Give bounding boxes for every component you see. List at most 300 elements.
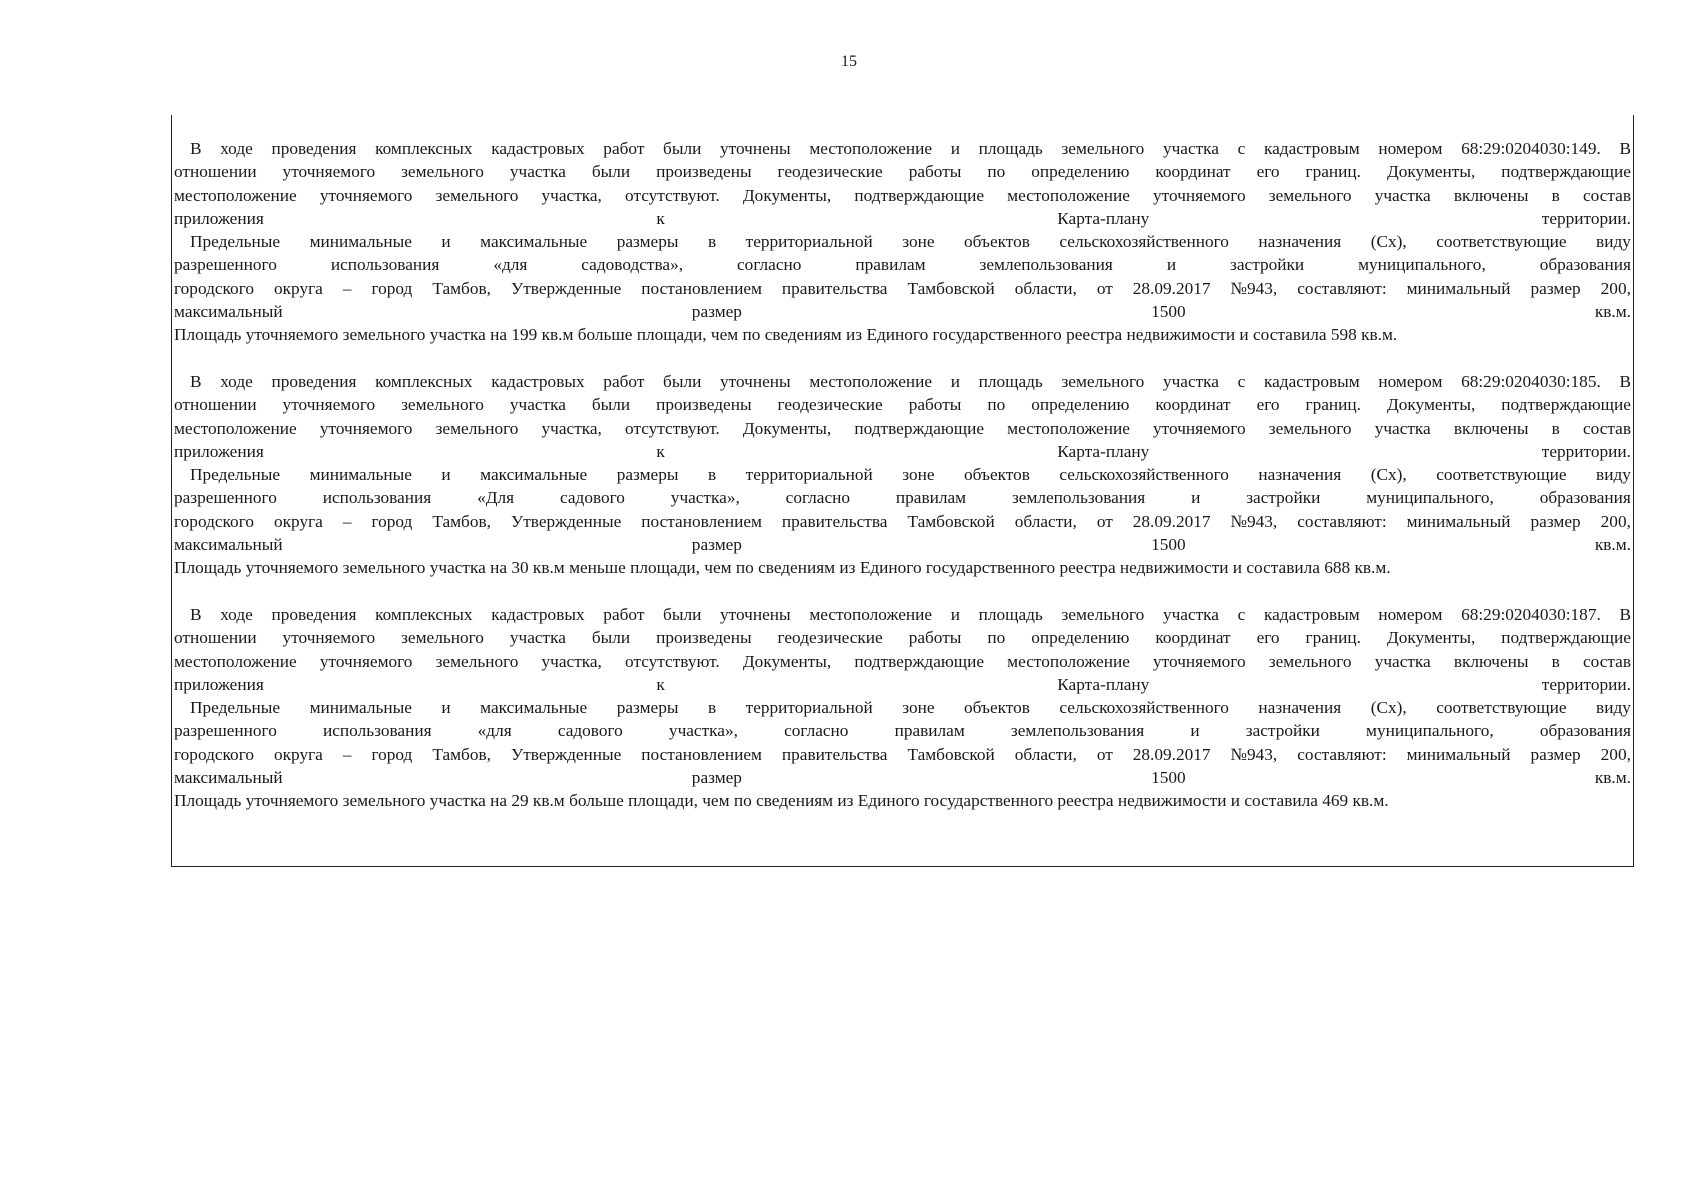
text-word: (Сх), bbox=[1370, 698, 1407, 718]
text-word: В bbox=[190, 604, 202, 624]
text-word: координат bbox=[1155, 628, 1231, 648]
text-word: Площадь уточняемого земельного участка на 30 кв.м меньше площади, чем по сведениям из Единого государственного реестра недвижимости и составила 688 кв.м. bbox=[174, 558, 1391, 578]
text-word: Площадь уточняемого земельного участка на 199 кв.м больше площади, чем по сведениям из Единого государственного реестра недвижимости и составила 598 кв.м. bbox=[174, 325, 1398, 345]
text-word: размер bbox=[691, 768, 742, 788]
text-word: максимальные bbox=[480, 698, 588, 718]
text-word: Карта-плану bbox=[1057, 674, 1150, 694]
text-word: разрешенного bbox=[174, 488, 277, 508]
text-word: уточнены bbox=[720, 371, 791, 391]
text-word: подтверждающие bbox=[1501, 395, 1631, 415]
text-word: объектов bbox=[964, 698, 1030, 718]
text-word: отношении bbox=[174, 162, 257, 182]
text-word: составляют: bbox=[1297, 278, 1387, 298]
text-word: от bbox=[1096, 278, 1113, 298]
text-word: и bbox=[441, 232, 451, 252]
text-word: город bbox=[371, 744, 413, 764]
text-word: участка bbox=[1374, 418, 1431, 438]
text-word: виду bbox=[1596, 232, 1631, 252]
text-word: – bbox=[342, 511, 352, 531]
text-word: участка», bbox=[670, 488, 740, 508]
text-line bbox=[174, 533, 1631, 556]
text-line bbox=[174, 230, 1631, 253]
text-word: виду bbox=[1596, 698, 1631, 718]
text-word: В bbox=[190, 139, 202, 158]
text-word: уточняемого bbox=[319, 185, 413, 205]
text-word: местоположение bbox=[809, 139, 933, 158]
text-word: кадастровых bbox=[491, 604, 585, 624]
text-word: Тамбов, bbox=[432, 511, 491, 531]
paragraph-block bbox=[174, 603, 1631, 813]
text-word: уточнены bbox=[720, 604, 791, 624]
text-word: в bbox=[707, 698, 717, 718]
text-word: садоводства», bbox=[581, 255, 684, 275]
text-word: уточняемого bbox=[282, 628, 376, 648]
text-word: город bbox=[371, 511, 413, 531]
text-word: по bbox=[987, 395, 1006, 415]
text-word: к bbox=[656, 208, 665, 228]
text-word: подтверждающие bbox=[854, 418, 985, 438]
text-word: 28.09.2017 bbox=[1132, 278, 1211, 298]
text-word: определению bbox=[1031, 628, 1130, 648]
text-word: кадастровых bbox=[491, 139, 585, 158]
text-word: территориальной bbox=[745, 698, 873, 718]
text-word: сельскохозяйственного bbox=[1059, 465, 1229, 485]
text-word: произведены bbox=[656, 162, 752, 182]
text-word: согласно bbox=[785, 488, 851, 508]
text-word: сельскохозяйственного bbox=[1059, 698, 1229, 718]
text-line bbox=[174, 789, 1631, 812]
text-word: 28.09.2017 bbox=[1132, 511, 1211, 531]
text-word: местоположение bbox=[174, 185, 297, 205]
text-word: муниципального, bbox=[1366, 488, 1494, 508]
text-word: уточняемого bbox=[319, 651, 413, 671]
text-word: Карта-плану bbox=[1057, 208, 1150, 228]
text-word: минимальный bbox=[1406, 744, 1511, 764]
text-word: зоне bbox=[902, 465, 935, 485]
text-word: в bbox=[1551, 185, 1560, 205]
text-word: уточняемого bbox=[1153, 418, 1246, 438]
text-word: ходе bbox=[220, 371, 253, 391]
text-word: землепользования bbox=[979, 255, 1113, 275]
text-word: согласно bbox=[737, 255, 802, 275]
text-line bbox=[174, 696, 1631, 719]
text-line bbox=[174, 556, 1631, 579]
text-word: приложения bbox=[174, 441, 264, 461]
text-word: и bbox=[1190, 721, 1200, 741]
text-word: работы bbox=[908, 628, 962, 648]
text-word: уточняемого bbox=[282, 162, 376, 182]
text-word: работы bbox=[908, 395, 962, 415]
text-word: участка, bbox=[541, 418, 602, 438]
text-word: были bbox=[663, 604, 702, 624]
text-word: максимальные bbox=[480, 232, 588, 252]
text-word: Тамбовской bbox=[907, 278, 995, 298]
text-word: координат bbox=[1155, 395, 1231, 415]
text-line bbox=[174, 719, 1631, 742]
text-line bbox=[174, 650, 1631, 673]
text-word: и bbox=[950, 604, 960, 624]
text-word: приложения bbox=[174, 674, 264, 694]
text-line bbox=[174, 510, 1631, 533]
text-word: проведения bbox=[271, 139, 357, 158]
text-word: минимальные bbox=[309, 698, 412, 718]
text-word: в bbox=[707, 465, 717, 485]
text-word: размер bbox=[691, 302, 742, 322]
text-word: состав bbox=[1582, 418, 1631, 438]
text-word: размеры bbox=[616, 465, 679, 485]
text-word: соответствующие bbox=[1436, 698, 1567, 718]
text-word: составляют: bbox=[1297, 744, 1387, 764]
text-word: муниципального, bbox=[1358, 255, 1486, 275]
text-word: правительства bbox=[781, 278, 888, 298]
text-line bbox=[174, 673, 1631, 696]
text-word: размер bbox=[691, 535, 742, 555]
text-word: использования bbox=[322, 488, 432, 508]
text-word: Утвержденные bbox=[510, 511, 622, 531]
text-word: участка bbox=[1162, 371, 1219, 391]
text-line bbox=[174, 766, 1631, 789]
text-word: использования bbox=[330, 255, 440, 275]
text-word: границ. bbox=[1305, 628, 1361, 648]
text-word: округа bbox=[274, 278, 323, 298]
text-word: подтверждающие bbox=[854, 651, 985, 671]
text-word: работ bbox=[603, 139, 645, 158]
text-word: Карта-плану bbox=[1057, 441, 1150, 461]
text-word: были bbox=[663, 371, 702, 391]
text-word: были bbox=[591, 628, 631, 648]
text-word: участка bbox=[509, 162, 566, 182]
text-word: садового bbox=[557, 721, 623, 741]
text-word: максимальный bbox=[174, 302, 283, 322]
text-word: №943, bbox=[1230, 511, 1278, 531]
text-word: территории. bbox=[1541, 441, 1631, 461]
text-word: и bbox=[1191, 488, 1201, 508]
text-word: В bbox=[1619, 604, 1631, 624]
text-word: земельного bbox=[1268, 185, 1352, 205]
text-word: уточняемого bbox=[319, 418, 413, 438]
text-word: Утвержденные bbox=[510, 744, 622, 764]
text-word: максимальный bbox=[174, 768, 283, 788]
text-word: землепользования bbox=[1010, 721, 1145, 741]
text-word: уточнены bbox=[720, 139, 791, 158]
text-line bbox=[174, 626, 1631, 649]
text-word: образования bbox=[1539, 488, 1631, 508]
text-word: кадастровым bbox=[1263, 604, 1360, 624]
text-line bbox=[174, 370, 1631, 393]
text-line bbox=[174, 440, 1631, 463]
text-word: территории. bbox=[1541, 208, 1631, 228]
text-word: Документы, bbox=[1386, 162, 1476, 182]
text-word: и bbox=[950, 371, 960, 391]
text-word: ходе bbox=[220, 139, 253, 158]
text-word: округа bbox=[274, 511, 323, 531]
text-word: и bbox=[1166, 255, 1177, 275]
text-word: кадастровым bbox=[1263, 371, 1360, 391]
text-word: В bbox=[1619, 371, 1631, 391]
text-word: земельного bbox=[401, 395, 484, 415]
text-word: Тамбовской bbox=[907, 744, 995, 764]
text-word: комплексных bbox=[375, 139, 473, 158]
text-word: 28.09.2017 bbox=[1132, 744, 1211, 764]
text-word: город bbox=[371, 278, 413, 298]
text-word: площадь bbox=[978, 139, 1043, 158]
text-word: площадь bbox=[978, 604, 1043, 624]
text-word: с bbox=[1237, 139, 1246, 158]
text-word: постановлением bbox=[641, 278, 762, 298]
text-line bbox=[174, 463, 1631, 486]
text-word: застройки bbox=[1246, 488, 1321, 508]
text-word: проведения bbox=[271, 371, 357, 391]
text-word: 68:29:0204030:185. bbox=[1461, 371, 1601, 391]
text-word: Документы, bbox=[742, 651, 832, 671]
text-word: произведены bbox=[656, 628, 752, 648]
text-word: назначения bbox=[1258, 465, 1342, 485]
text-word: включены bbox=[1453, 185, 1529, 205]
text-word: подтверждающие bbox=[854, 185, 985, 205]
text-word: и bbox=[441, 465, 451, 485]
text-word: отсутствуют. bbox=[625, 651, 720, 671]
text-word: в bbox=[707, 232, 717, 252]
text-word: и bbox=[950, 139, 960, 158]
text-word: виду bbox=[1596, 465, 1631, 485]
text-word: местоположение bbox=[809, 604, 933, 624]
text-word: Документы, bbox=[1386, 628, 1476, 648]
text-word: правилам bbox=[895, 488, 967, 508]
text-word: «Для bbox=[477, 488, 515, 508]
text-word: участка bbox=[509, 395, 566, 415]
text-word: номером bbox=[1378, 139, 1443, 158]
text-word: размеры bbox=[616, 232, 679, 252]
text-word: зоне bbox=[902, 698, 935, 718]
text-word: правилам bbox=[894, 721, 965, 741]
text-word: местоположение bbox=[174, 418, 297, 438]
text-word: по bbox=[987, 162, 1006, 182]
text-word: округа bbox=[274, 744, 323, 764]
text-word: площадь bbox=[978, 371, 1043, 391]
text-word: Тамбов, bbox=[432, 278, 491, 298]
text-line bbox=[174, 417, 1631, 440]
text-word: назначения bbox=[1258, 232, 1342, 252]
text-word: городского bbox=[174, 511, 255, 531]
text-word: объектов bbox=[964, 465, 1030, 485]
text-word: образования bbox=[1539, 255, 1631, 275]
text-line bbox=[174, 207, 1631, 230]
text-line bbox=[174, 393, 1631, 416]
text-word: постановлением bbox=[641, 744, 762, 764]
text-word: территориальной bbox=[745, 465, 873, 485]
text-word: отношении bbox=[174, 628, 257, 648]
text-word: кв.м. bbox=[1594, 768, 1631, 788]
text-word: приложения bbox=[174, 208, 264, 228]
text-word: к bbox=[656, 674, 665, 694]
text-word: 200, bbox=[1600, 744, 1631, 764]
text-word: проведения bbox=[271, 604, 357, 624]
text-word: земельного bbox=[1268, 418, 1352, 438]
text-word: – bbox=[342, 744, 352, 764]
text-word: уточняемого bbox=[1153, 185, 1246, 205]
text-word: земельного bbox=[401, 628, 484, 648]
text-word: территории. bbox=[1541, 674, 1631, 694]
text-word: В bbox=[190, 371, 202, 391]
text-word: Предельные bbox=[190, 698, 281, 718]
text-word: земельного bbox=[435, 651, 519, 671]
text-word: от bbox=[1096, 511, 1113, 531]
text-word: 200, bbox=[1600, 511, 1631, 531]
text-word: «для bbox=[493, 255, 528, 275]
text-word: (Сх), bbox=[1370, 232, 1407, 252]
text-word: работ bbox=[603, 604, 645, 624]
text-line bbox=[174, 743, 1631, 766]
text-word: состав bbox=[1582, 651, 1631, 671]
text-word: кв.м. bbox=[1594, 535, 1631, 555]
text-word: минимальные bbox=[309, 465, 412, 485]
text-word: его bbox=[1256, 628, 1280, 648]
text-word: земельного bbox=[1061, 604, 1145, 624]
text-word: местоположение bbox=[174, 651, 297, 671]
text-word: разрешенного bbox=[174, 721, 277, 741]
text-word: отсутствуют. bbox=[625, 185, 720, 205]
text-line bbox=[174, 486, 1631, 509]
text-word: определению bbox=[1031, 162, 1130, 182]
text-word: земельного bbox=[435, 185, 519, 205]
text-word: 200, bbox=[1600, 278, 1631, 298]
text-word: Предельные bbox=[190, 465, 281, 485]
text-line bbox=[174, 323, 1631, 346]
text-word: земельного bbox=[1061, 371, 1145, 391]
text-word: 1500 bbox=[1151, 302, 1186, 322]
text-word: максимальные bbox=[480, 465, 588, 485]
text-word: произведены bbox=[656, 395, 752, 415]
text-word: минимальный bbox=[1406, 511, 1511, 531]
paragraph-block bbox=[174, 137, 1631, 347]
text-word: правительства bbox=[781, 511, 888, 531]
text-word: муниципального, bbox=[1366, 721, 1494, 741]
text-word: кадастровым bbox=[1263, 139, 1360, 158]
page-number: 15 bbox=[841, 53, 857, 70]
text-word: границ. bbox=[1305, 162, 1361, 182]
text-word: в bbox=[1551, 651, 1560, 671]
text-word: определению bbox=[1031, 395, 1130, 415]
text-word: кв.м. bbox=[1594, 302, 1631, 322]
text-word: Документы, bbox=[742, 185, 832, 205]
text-word: подтверждающие bbox=[1501, 628, 1631, 648]
text-word: участка bbox=[1374, 651, 1431, 671]
text-word: соответствующие bbox=[1436, 232, 1567, 252]
text-word: участка», bbox=[668, 721, 738, 741]
text-word: минимальный bbox=[1406, 278, 1511, 298]
text-word: участка bbox=[1162, 139, 1219, 158]
text-line bbox=[174, 160, 1631, 183]
text-line bbox=[174, 603, 1631, 626]
text-word: комплексных bbox=[375, 371, 473, 391]
text-word: городского bbox=[174, 278, 255, 298]
text-word: правительства bbox=[781, 744, 888, 764]
text-word: – bbox=[342, 278, 352, 298]
text-word: координат bbox=[1155, 162, 1231, 182]
text-word: в bbox=[1551, 418, 1560, 438]
text-word: объектов bbox=[964, 232, 1030, 252]
text-word: участка bbox=[1162, 604, 1219, 624]
text-line bbox=[174, 137, 1631, 160]
text-line bbox=[174, 184, 1631, 207]
text-word: земельного bbox=[1061, 139, 1145, 158]
text-word: по bbox=[987, 628, 1006, 648]
text-word: №943, bbox=[1230, 744, 1278, 764]
text-word: уточняемого bbox=[282, 395, 376, 415]
text-word: «для bbox=[477, 721, 512, 741]
text-word: местоположение bbox=[1007, 418, 1130, 438]
text-word: области, bbox=[1014, 511, 1077, 531]
text-word: Документы, bbox=[1386, 395, 1476, 415]
text-word: отсутствуют. bbox=[625, 418, 720, 438]
text-line bbox=[174, 253, 1631, 276]
text-word: с bbox=[1237, 371, 1246, 391]
text-word: В bbox=[1619, 139, 1631, 158]
text-word: Тамбов, bbox=[432, 744, 491, 764]
text-word: (Сх), bbox=[1370, 465, 1407, 485]
text-word: назначения bbox=[1258, 698, 1342, 718]
text-word: области, bbox=[1014, 744, 1077, 764]
text-word: садового bbox=[559, 488, 625, 508]
text-word: Предельные bbox=[190, 232, 281, 252]
text-word: составляют: bbox=[1297, 511, 1387, 531]
text-word: границ. bbox=[1305, 395, 1361, 415]
text-word: с bbox=[1237, 604, 1246, 624]
text-word: соответствующие bbox=[1436, 465, 1567, 485]
text-word: застройки bbox=[1230, 255, 1305, 275]
text-word: застройки bbox=[1245, 721, 1320, 741]
text-word: и bbox=[441, 698, 451, 718]
text-word: Тамбовской bbox=[907, 511, 995, 531]
text-word: геодезические bbox=[777, 628, 883, 648]
text-word: кадастровых bbox=[491, 371, 585, 391]
text-word: земельного bbox=[401, 162, 484, 182]
text-word: размер bbox=[1530, 511, 1581, 531]
text-word: 1500 bbox=[1151, 535, 1186, 555]
table-frame bbox=[171, 115, 1634, 867]
text-word: разрешенного bbox=[174, 255, 277, 275]
text-word: согласно bbox=[784, 721, 849, 741]
text-word: территориальной bbox=[745, 232, 873, 252]
text-word: местоположение bbox=[1007, 185, 1130, 205]
text-word: участка, bbox=[541, 651, 602, 671]
text-word: включены bbox=[1453, 651, 1529, 671]
text-word: Утвержденные bbox=[510, 278, 622, 298]
text-word: местоположение bbox=[809, 371, 933, 391]
text-word: участка bbox=[1374, 185, 1431, 205]
text-word: размеры bbox=[616, 698, 679, 718]
table-cell-content bbox=[174, 137, 1631, 836]
text-word: работ bbox=[603, 371, 645, 391]
text-word: зоне bbox=[902, 232, 935, 252]
text-word: постановлением bbox=[641, 511, 762, 531]
text-word: Площадь уточняемого земельного участка на 29 кв.м больше площади, чем по сведениям из Единого государственного реестра недвижимости и составила 469 кв.м. bbox=[174, 791, 1389, 811]
text-word: Документы, bbox=[742, 418, 832, 438]
text-word: местоположение bbox=[1007, 651, 1130, 671]
paragraph-block bbox=[174, 370, 1631, 580]
text-word: состав bbox=[1582, 185, 1631, 205]
text-line bbox=[174, 277, 1631, 300]
text-word: городского bbox=[174, 744, 255, 764]
text-word: геодезические bbox=[777, 395, 883, 415]
text-word: были bbox=[591, 395, 631, 415]
text-word: земельного bbox=[1268, 651, 1352, 671]
text-word: отношении bbox=[174, 395, 257, 415]
text-word: максимальный bbox=[174, 535, 283, 555]
text-word: 68:29:0204030:149. bbox=[1461, 139, 1601, 158]
text-word: сельскохозяйственного bbox=[1059, 232, 1229, 252]
text-word: использования bbox=[323, 721, 432, 741]
